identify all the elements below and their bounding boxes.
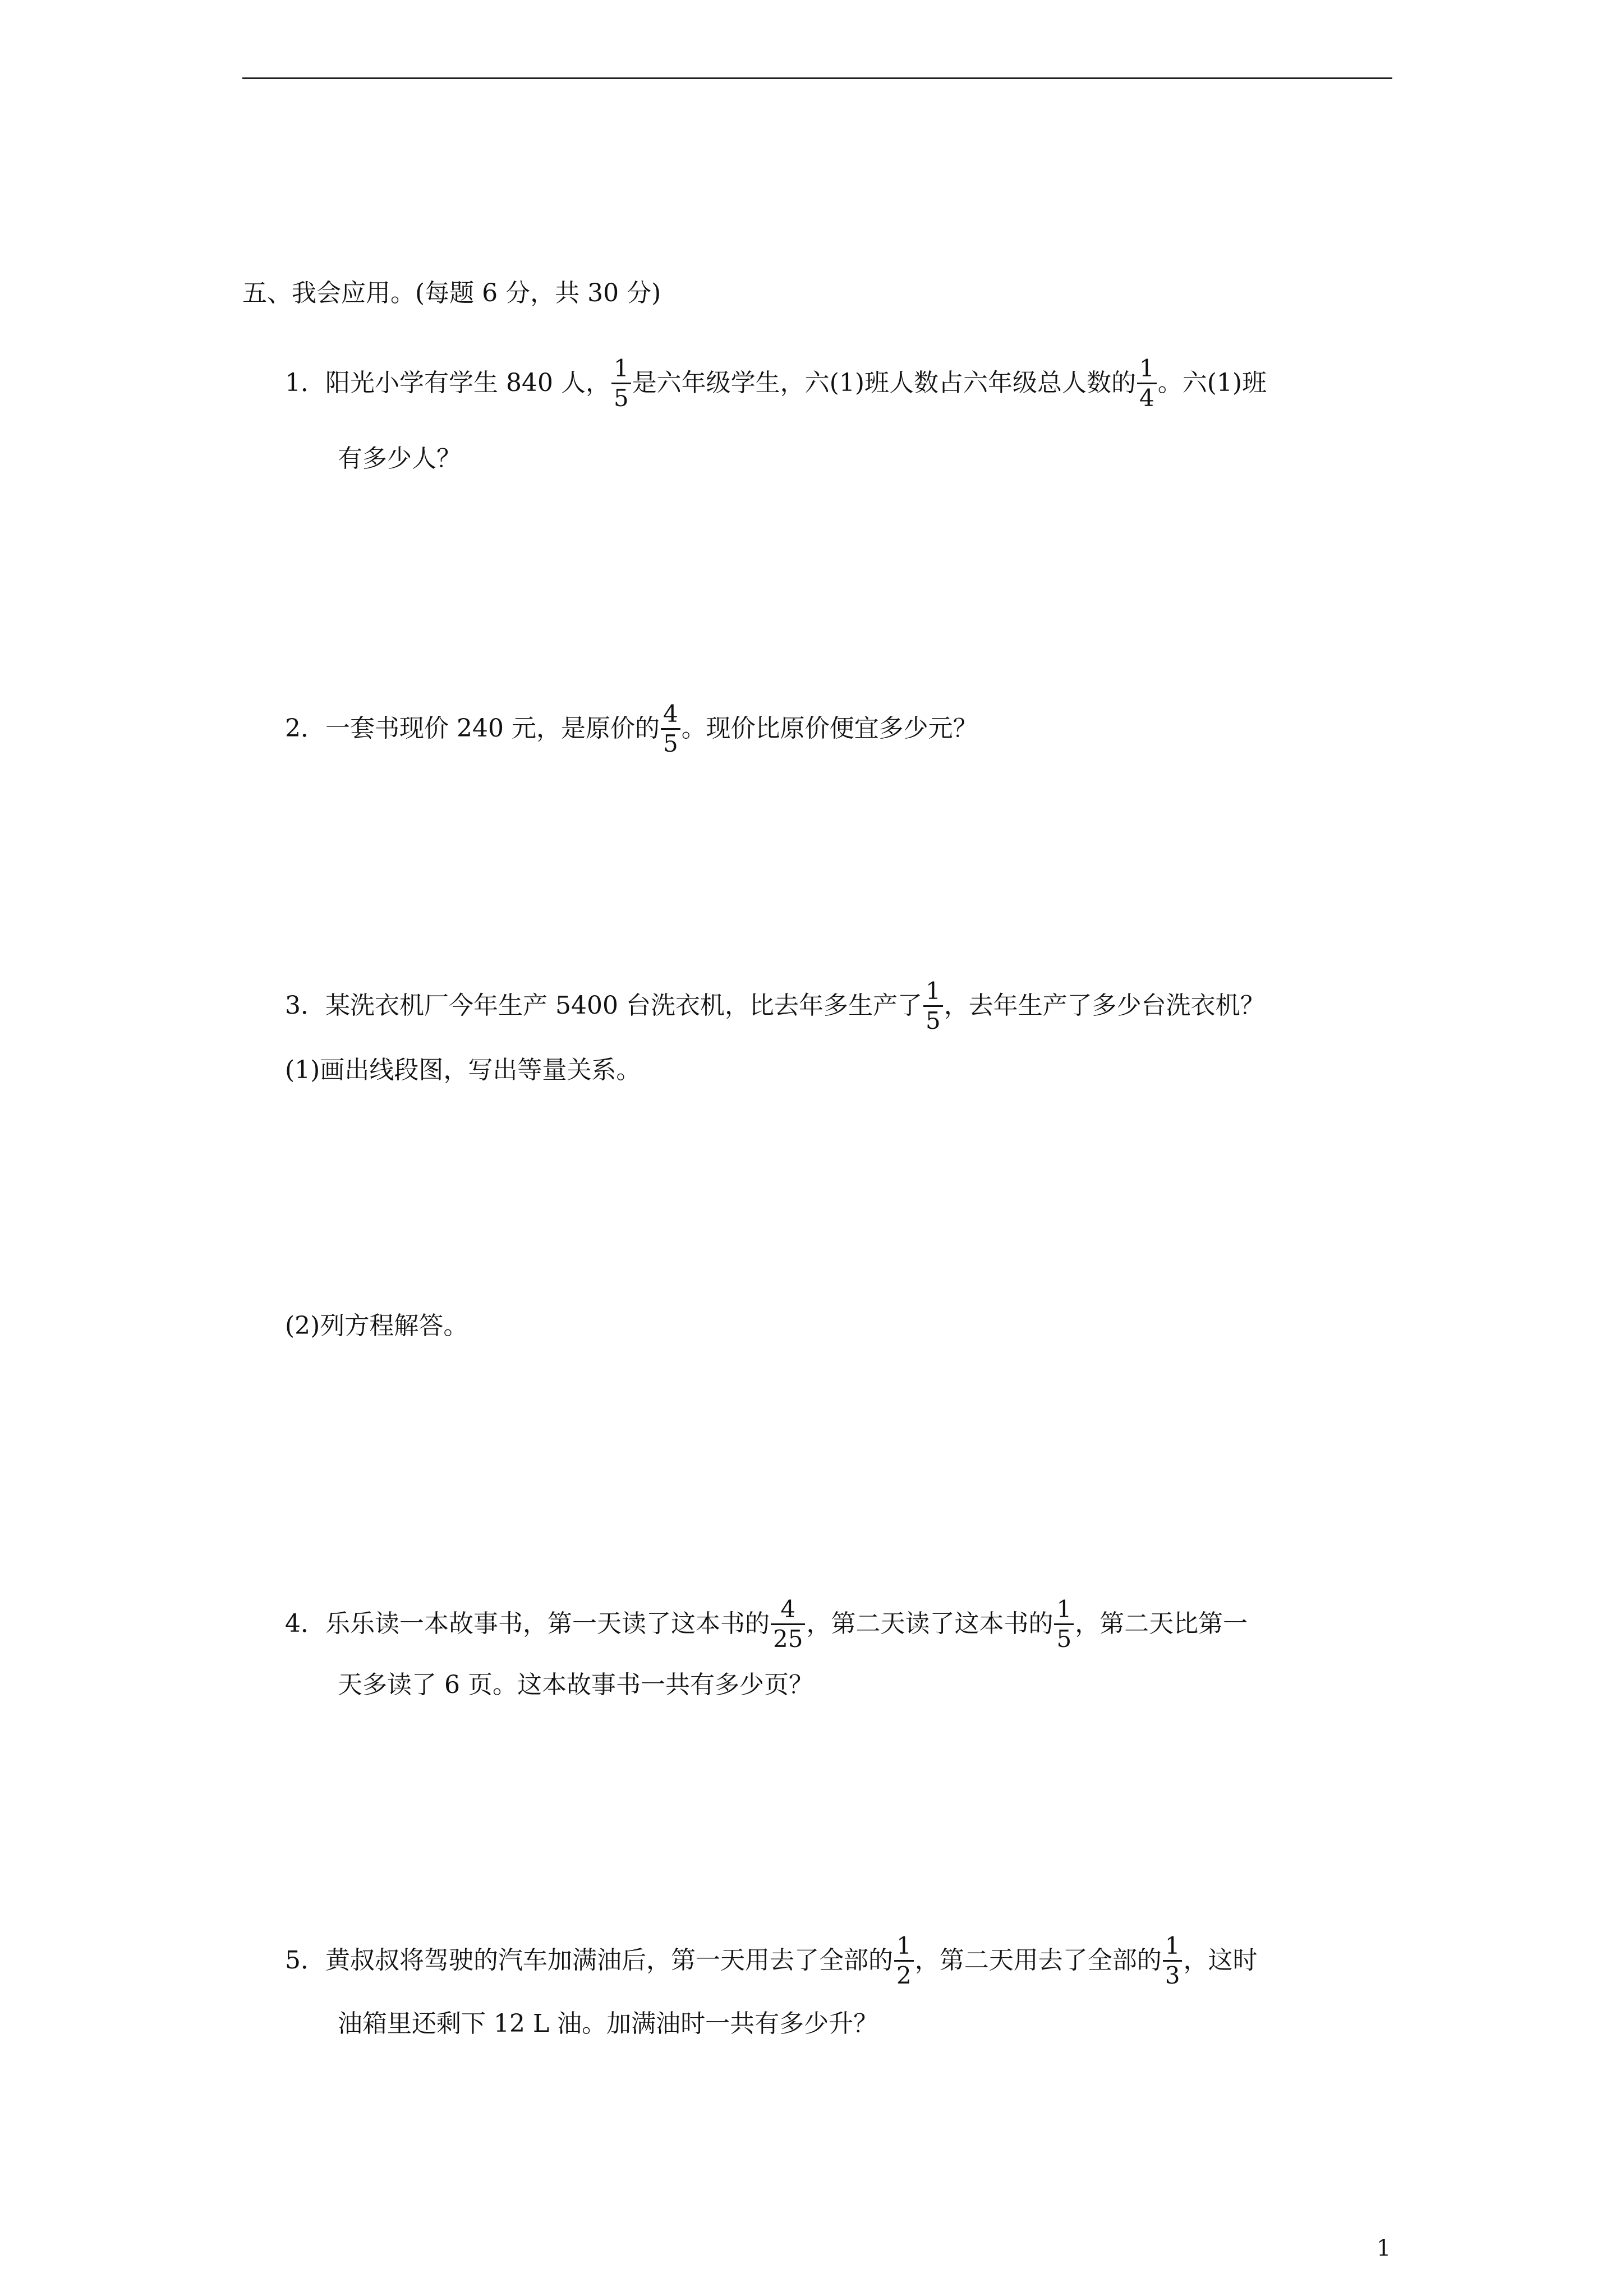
question-3-text-b: ，去年生产了多少台洗衣机？ <box>944 991 1265 1020</box>
question-1 <box>285 356 1267 413</box>
question-3-text-a: 3．某洗衣机厂今年生产 5400 台洗衣机，比去年多生产了 <box>285 991 922 1020</box>
fraction: $\frac{4}{5}$ <box>661 700 680 758</box>
question-2 <box>285 701 978 759</box>
fraction: $\frac{1}{3}$ <box>1163 1932 1183 1990</box>
fraction: $\frac{1}{5}$ <box>1054 1595 1074 1653</box>
question-4-line-2: 天多读了 6 页。这本故事书一共有多少页？ <box>338 1671 813 1699</box>
question-4-text-b: ，第二天读了这本书的 <box>806 1609 1053 1638</box>
question-3 <box>285 978 1265 1036</box>
question-5 <box>285 1933 1257 1991</box>
fraction: $\frac{1}{5}$ <box>611 355 631 412</box>
fraction: $\frac{1}{5}$ <box>923 977 943 1035</box>
question-5-text-a: 5．黄叔叔将驾驶的汽车加满油后，第一天用去了全部的 <box>285 1946 893 1975</box>
fraction: $\frac{4}{25}$ <box>771 1595 805 1653</box>
question-4-text-a: 4．乐乐读一本故事书，第一天读了这本书的 <box>285 1609 770 1638</box>
question-1-text-c: 。六(1)班 <box>1157 369 1267 397</box>
question-5-line-2: 油箱里还剩下 12 L 油。加满油时一共有多少升？ <box>338 2009 878 2038</box>
question-3-part-1: (1)画出线段图，写出等量关系。 <box>285 1056 641 1084</box>
question-4 <box>285 1596 1248 1654</box>
page-number: 1 <box>1377 2235 1391 2261</box>
header-rule <box>242 77 1392 79</box>
question-1-text-b: 是六年级学生，六(1)班人数占六年级总人数的 <box>632 369 1137 397</box>
question-1-line-2: 有多少人？ <box>338 444 461 473</box>
question-2-text-a: 2．一套书现价 240 元，是原价的 <box>285 714 660 743</box>
question-5-text-b: ，第二天用去了全部的 <box>914 1946 1162 1975</box>
section-title: 五、我会应用。(每题 6 分，共 30 分) <box>242 279 661 307</box>
question-2-text-b: 。现价比原价便宜多少元？ <box>681 714 978 743</box>
question-3-part-2: (2)列方程解答。 <box>285 1312 468 1340</box>
question-5-text-c: ，这时 <box>1183 1946 1258 1975</box>
fraction: $\frac{1}{2}$ <box>894 1932 914 1990</box>
fraction: $\frac{1}{4}$ <box>1137 355 1157 412</box>
question-4-text-c: ，第二天比第一 <box>1075 1609 1248 1638</box>
question-1-text-a: 1．阳光小学有学生 840 人， <box>285 369 610 397</box>
